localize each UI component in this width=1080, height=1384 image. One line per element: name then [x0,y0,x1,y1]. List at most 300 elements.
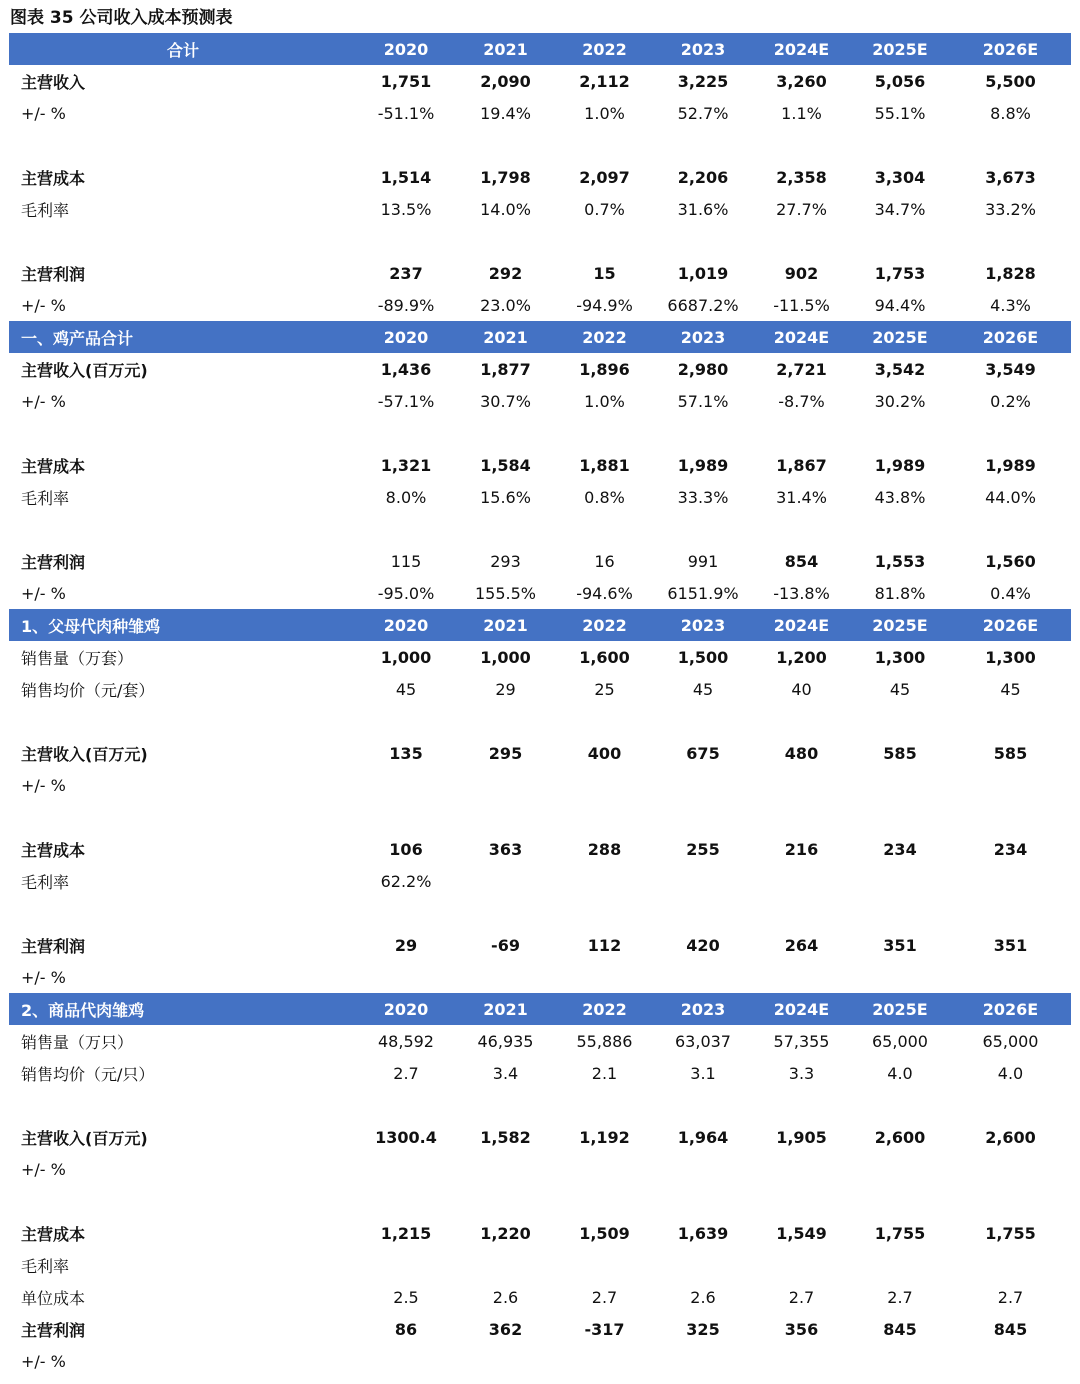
value-cell: 2.5 [393,1287,419,1307]
year-header-cell: 2024E [753,993,850,1025]
value-cell: 1,989 [874,455,926,475]
value-cell: 55.1% [874,103,926,123]
value-cell: 1,500 [677,647,729,667]
value-cell: 2,090 [480,71,531,91]
year-header-cell: 2021 [455,321,556,353]
row-label: 主营成本 [21,1224,86,1244]
value-cell: 1,019 [677,263,729,283]
value-cell: 57.1% [677,391,729,411]
row-label: 单位成本 [21,1288,86,1308]
table-row [9,577,1071,609]
value-cell: 420 [686,935,720,955]
value-cell: 3,225 [677,71,729,91]
spacer-row [9,1089,1071,1121]
row-label: 毛利率 [21,1256,70,1276]
value-cell: 902 [784,263,819,283]
value-cell: 45 [395,679,417,699]
value-cell: 2.7 [887,1287,913,1307]
value-cell: -11.5% [773,295,830,315]
table-row [9,737,1071,769]
value-cell: 1,639 [677,1223,729,1243]
value-cell: 351 [993,935,1028,955]
value-cell: 31.4% [776,487,827,507]
value-cell: 19.4% [480,103,531,123]
value-cell: 1,549 [776,1223,827,1243]
value-cell: 0.2% [990,391,1031,411]
table-row [9,97,1071,129]
value-cell [950,1249,1071,1281]
value-cell: 1,828 [985,263,1036,283]
row-label: 主营利润 [21,1320,86,1340]
row-label: 主营成本 [21,168,86,188]
value-cell: 48,592 [378,1031,434,1051]
value-cell [357,1249,455,1281]
value-cell [455,1153,556,1185]
value-cell: 43.8% [874,487,926,507]
value-cell: 14.0% [480,199,531,219]
year-header-cell: 2025E [850,33,950,65]
value-cell: 5,056 [874,71,926,91]
value-cell [455,865,556,897]
row-label: 主营收入(百万元) [21,744,148,764]
value-cell: 288 [587,839,622,859]
value-cell: 3.4 [492,1063,519,1083]
row-label: 主营利润 [21,264,86,284]
value-cell [950,769,1071,801]
row-label: 毛利率 [21,200,70,220]
spacer-row [9,1185,1071,1217]
spacer-cell [9,513,1071,545]
value-cell: 1,755 [874,1223,926,1243]
forecast-table [9,33,1071,1377]
section-header-row [9,33,1071,65]
year-header-cell: 2023 [653,609,753,641]
value-cell [455,961,556,993]
value-cell: 2,112 [579,71,630,91]
value-cell [850,1345,950,1377]
value-cell: 1,989 [677,455,729,475]
value-cell: 1,964 [677,1127,729,1147]
value-cell: 86 [394,1319,418,1339]
value-cell: -8.7% [778,391,825,411]
year-header-cell: 2020 [357,33,455,65]
value-cell: 1,755 [985,1223,1036,1243]
value-cell: 13.5% [380,199,432,219]
table-row [9,193,1071,225]
table-row [9,257,1071,289]
row-label: +/- % [21,103,66,123]
year-header-cell: 2026E [950,609,1071,641]
row-label: 主营收入(百万元) [21,1128,148,1148]
value-cell: 135 [389,743,423,763]
value-cell [850,1249,950,1281]
table-row [9,961,1071,993]
row-label: 销售量（万只） [21,1032,134,1052]
value-cell [357,1153,455,1185]
value-cell [753,961,850,993]
value-cell [357,961,455,993]
value-cell: 325 [686,1319,720,1339]
value-cell: -317 [584,1319,625,1339]
value-cell: 854 [784,551,819,571]
value-cell: 2.6 [690,1287,716,1307]
value-cell: 2.7 [997,1287,1024,1307]
value-cell [556,1249,653,1281]
value-cell [556,1345,653,1377]
year-header-cell: 2026E [950,321,1071,353]
value-cell: 1,000 [480,647,531,667]
spacer-row [9,705,1071,737]
value-cell: 1,600 [579,647,630,667]
table-row [9,1345,1071,1377]
spacer-row [9,225,1071,257]
year-header-cell: 2021 [455,609,556,641]
value-cell: 1,877 [480,359,531,379]
value-cell: 2,600 [985,1127,1036,1147]
value-cell: 585 [883,743,917,763]
value-cell [653,961,753,993]
value-cell: 81.8% [874,583,926,603]
value-cell: 16 [594,551,615,571]
spacer-cell [9,129,1071,161]
value-cell: 2,097 [579,167,630,187]
year-header-cell: 2024E [753,609,850,641]
row-label: 销售量（万套） [21,648,134,668]
value-cell: 1.0% [584,103,625,123]
value-cell: 27.7% [776,199,827,219]
value-cell: 362 [488,1319,523,1339]
row-label: +/- % [21,775,66,795]
value-cell: 8.0% [385,487,427,507]
value-cell: 2,980 [677,359,729,379]
spacer-cell [9,417,1071,449]
row-label: 主营成本 [21,456,86,476]
value-cell: 2,721 [776,359,827,379]
value-cell [950,1153,1071,1185]
value-cell: 1,220 [480,1223,531,1243]
value-cell: 363 [488,839,523,859]
value-cell: 845 [883,1319,917,1339]
forecast-table-body [9,33,1071,1377]
table-row [9,673,1071,705]
row-label: +/- % [21,1351,66,1371]
year-header-cell: 2023 [653,993,753,1025]
table-row [9,769,1071,801]
value-cell: 234 [993,839,1028,859]
value-cell: 33.2% [985,199,1036,219]
value-cell: 264 [784,935,819,955]
section-header-label: 1、父母代肉种雏鸡 [9,609,357,641]
spacer-cell [9,705,1071,737]
value-cell: 1,436 [380,359,432,379]
value-cell: 1,509 [579,1223,630,1243]
value-cell: 991 [687,551,719,571]
table-row [9,833,1071,865]
value-cell: 5,500 [985,71,1036,91]
table-row [9,1057,1071,1089]
table-row [9,545,1071,577]
year-header-cell: 2021 [455,993,556,1025]
value-cell: 585 [993,743,1028,763]
value-cell [357,769,455,801]
value-cell: 292 [488,263,523,283]
year-header-cell: 2020 [357,609,455,641]
year-header-cell: 2020 [357,993,455,1025]
value-cell: 30.7% [480,391,531,411]
table-title: 图表 35 公司收入成本预测表 [10,8,233,28]
value-cell [556,961,653,993]
value-cell: 15 [593,263,616,283]
spacer-cell [9,225,1071,257]
value-cell: 3.3 [788,1063,815,1083]
value-cell [850,1153,950,1185]
row-label: 主营收入(百万元) [21,360,148,380]
year-header-cell: 2025E [850,609,950,641]
table-row [9,1121,1071,1153]
table-row [9,1313,1071,1345]
year-header-cell: 2022 [556,609,653,641]
section-header-row [9,993,1071,1025]
section-header-row [9,321,1071,353]
value-cell: 351 [883,935,917,955]
value-cell: 1,321 [380,455,432,475]
value-cell [455,1345,556,1377]
value-cell [850,961,950,993]
value-cell: 65,000 [872,1031,928,1051]
table-row [9,1153,1071,1185]
value-cell: 4.3% [990,295,1031,315]
value-cell: 44.0% [985,487,1036,507]
value-cell [653,1153,753,1185]
value-cell: 62.2% [380,871,432,891]
value-cell: -69 [491,935,520,955]
year-header-cell: 2025E [850,321,950,353]
value-cell: 845 [993,1319,1028,1339]
value-cell [455,769,556,801]
value-cell: 1,867 [776,455,827,475]
value-cell: 8.8% [990,103,1031,123]
value-cell: 29 [394,935,418,955]
spacer-row [9,417,1071,449]
year-header-cell: 2025E [850,993,950,1025]
value-cell: 115 [390,551,422,571]
row-label: 毛利率 [21,872,70,892]
table-row [9,1281,1071,1313]
value-cell: 480 [784,743,819,763]
spacer-row [9,801,1071,833]
value-cell: 1,582 [480,1127,531,1147]
value-cell: 57,355 [773,1031,830,1051]
value-cell: 45 [1000,679,1021,699]
value-cell: 0.8% [584,487,625,507]
value-cell [455,1249,556,1281]
value-cell: 25 [594,679,615,699]
value-cell: 29 [495,679,516,699]
value-cell [653,865,753,897]
value-cell: 1,300 [874,647,926,667]
value-cell: 1,989 [985,455,1036,475]
row-label: 主营利润 [21,936,86,956]
value-cell [753,769,850,801]
value-cell [653,769,753,801]
value-cell: 2,600 [874,1127,926,1147]
row-label: 主营成本 [21,840,86,860]
value-cell: 2.6 [492,1287,519,1307]
row-label: +/- % [21,967,66,987]
table-row [9,385,1071,417]
spacer-row [9,897,1071,929]
value-cell [950,1345,1071,1377]
value-cell: 15.6% [480,487,531,507]
value-cell [653,1249,753,1281]
value-cell [753,865,850,897]
value-cell: 675 [686,743,720,763]
value-cell [950,865,1071,897]
value-cell: 1,751 [380,71,432,91]
value-cell: -95.0% [377,583,435,603]
year-header-cell: 2024E [753,33,850,65]
row-label: 毛利率 [21,488,70,508]
value-cell: -51.1% [377,103,435,123]
value-cell: 293 [490,551,521,571]
value-cell: 112 [587,935,622,955]
value-cell: 0.4% [990,583,1031,603]
value-cell: 216 [784,839,819,859]
value-cell: 33.3% [677,487,729,507]
spacer-cell [9,1089,1071,1121]
spacer-cell [9,801,1071,833]
value-cell: 295 [488,743,523,763]
value-cell: 106 [389,839,423,859]
value-cell: 52.7% [677,103,729,123]
value-cell: 3,549 [985,359,1036,379]
value-cell: 1.0% [584,391,625,411]
section-header-label: 一、鸡产品合计 [9,321,357,353]
value-cell: 2,206 [677,167,729,187]
year-header-cell: 2023 [653,321,753,353]
value-cell: -94.9% [576,295,633,315]
table-row [9,641,1071,673]
value-cell: 2,358 [776,167,827,187]
value-cell: 4.0 [887,1063,913,1083]
value-cell [850,769,950,801]
value-cell: 6151.9% [667,583,739,603]
value-cell [556,1153,653,1185]
table-row [9,65,1071,97]
value-cell: 45 [889,679,911,699]
value-cell: 1,881 [579,455,630,475]
year-header-cell: 2022 [556,33,653,65]
table-row [9,161,1071,193]
row-label: +/- % [21,583,66,603]
value-cell: 65,000 [982,1031,1039,1051]
year-header-cell: 2022 [556,993,653,1025]
year-header-cell: 2023 [653,33,753,65]
year-header-cell: 2024E [753,321,850,353]
table-row [9,353,1071,385]
value-cell [556,769,653,801]
value-cell: 63,037 [675,1031,731,1051]
value-cell: 1,215 [380,1223,432,1243]
table-row [9,865,1071,897]
value-cell: -57.1% [377,391,435,411]
table-row [9,929,1071,961]
value-cell: 40 [791,679,812,699]
section-header-label: 合计 [9,33,357,65]
value-cell: 1,584 [480,455,531,475]
value-cell: 31.6% [677,199,729,219]
value-cell: 155.5% [474,583,536,603]
value-cell: 1,200 [776,647,827,667]
value-cell: 23.0% [480,295,531,315]
value-cell: 6687.2% [667,295,739,315]
section-header-row [9,609,1071,641]
table-row [9,449,1071,481]
value-cell: 1,560 [985,551,1036,571]
value-cell: 1,753 [874,263,926,283]
value-cell: 0.7% [584,199,625,219]
value-cell [556,865,653,897]
spacer-row [9,513,1071,545]
row-label: 销售均价（元/只） [21,1064,155,1084]
value-cell: 45 [692,679,714,699]
value-cell: 3.1 [690,1063,716,1083]
value-cell: 3,260 [776,71,827,91]
value-cell: 356 [784,1319,819,1339]
value-cell: 234 [883,839,917,859]
value-cell [753,1345,850,1377]
value-cell: 255 [686,839,720,859]
value-cell: 34.7% [874,199,926,219]
row-label: 主营收入 [21,72,86,92]
value-cell: 3,304 [874,167,926,187]
value-cell: 1,000 [380,647,432,667]
value-cell: -89.9% [377,295,435,315]
year-header-cell: 2021 [455,33,556,65]
spacer-cell [9,897,1071,929]
value-cell: 1,896 [579,359,630,379]
value-cell: 4.0 [997,1063,1024,1083]
value-cell: 1,300 [985,647,1036,667]
value-cell [653,1345,753,1377]
spacer-cell [9,1185,1071,1217]
value-cell: 1.1% [781,103,822,123]
year-header-cell: 2026E [950,33,1071,65]
value-cell: 1,905 [776,1127,827,1147]
table-row [9,289,1071,321]
value-cell: 1,514 [380,167,432,187]
value-cell [753,1249,850,1281]
table-row [9,481,1071,513]
value-cell [850,865,950,897]
value-cell: 400 [587,743,622,763]
value-cell: 30.2% [874,391,926,411]
value-cell: 94.4% [874,295,926,315]
spacer-row [9,129,1071,161]
value-cell: -94.6% [576,583,633,603]
value-cell: 3,673 [985,167,1036,187]
value-cell: 1,553 [874,551,926,571]
row-label: +/- % [21,391,66,411]
year-header-cell: 2026E [950,993,1071,1025]
value-cell [753,1153,850,1185]
value-cell: -13.8% [773,583,830,603]
value-cell [357,1345,455,1377]
value-cell: 46,935 [477,1031,534,1051]
year-header-cell: 2022 [556,321,653,353]
table-row [9,1025,1071,1057]
value-cell: 1,798 [480,167,531,187]
